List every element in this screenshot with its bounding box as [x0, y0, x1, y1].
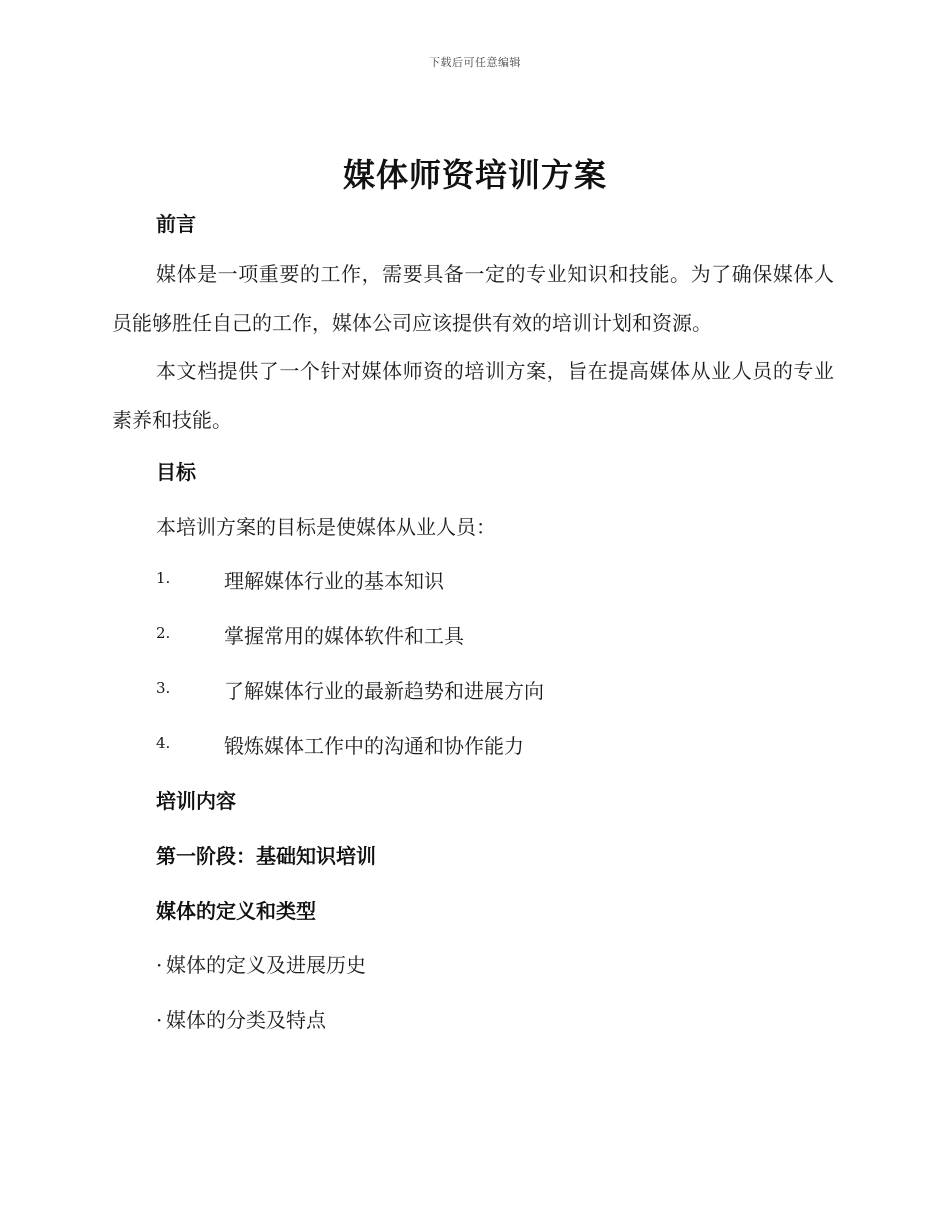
goal-text-2: 掌握常用的媒体软件和工具 — [224, 624, 464, 648]
goal-text-4: 锻炼媒体工作中的沟通和协作能力 — [224, 734, 524, 758]
bullet-mark-2: · — [156, 1008, 163, 1032]
goal-number-3: 3. — [156, 679, 171, 697]
page-header-note: 下载后可任意编辑 — [429, 56, 521, 69]
stage-1-heading: 第一阶段：基础知识培训 — [156, 844, 376, 868]
bullet-item-1 — [156, 949, 366, 978]
goals-intro: 本培训方案的目标是使媒体从业人员： — [156, 515, 496, 539]
preface-paragraph-1: 媒体是一项重要的工作，需要具备一定的专业知识和技能。为了确保媒体人员能够胜任自己的工作，媒体公司应该提供有效的培训计划和资源。 — [112, 262, 834, 335]
bullet-item-2 — [156, 1004, 326, 1033]
bullet-text-2: 媒体的分类及特点 — [166, 1008, 326, 1032]
content-heading: 培训内容 — [156, 789, 236, 813]
goals-heading: 目标 — [156, 460, 196, 484]
document-title: 媒体师资培训方案 — [342, 156, 607, 194]
goal-number-2: 2. — [156, 624, 171, 642]
goal-number-1: 1. — [156, 569, 171, 587]
bullet-mark-1: · — [156, 953, 163, 977]
goal-text-1: 理解媒体行业的基本知识 — [224, 569, 444, 593]
bullet-text-1: 媒体的定义及进展历史 — [166, 953, 366, 977]
goal-number-4: 4. — [156, 734, 171, 752]
preface-heading: 前言 — [156, 212, 196, 236]
preface-paragraph-2: 本文档提供了一个针对媒体师资的培训方案，旨在提高媒体从业人员的专业素养和技能。 — [112, 359, 834, 432]
goal-text-3: 了解媒体行业的最新趋势和进展方向 — [224, 679, 544, 703]
section-media-definition-heading: 媒体的定义和类型 — [156, 899, 316, 923]
